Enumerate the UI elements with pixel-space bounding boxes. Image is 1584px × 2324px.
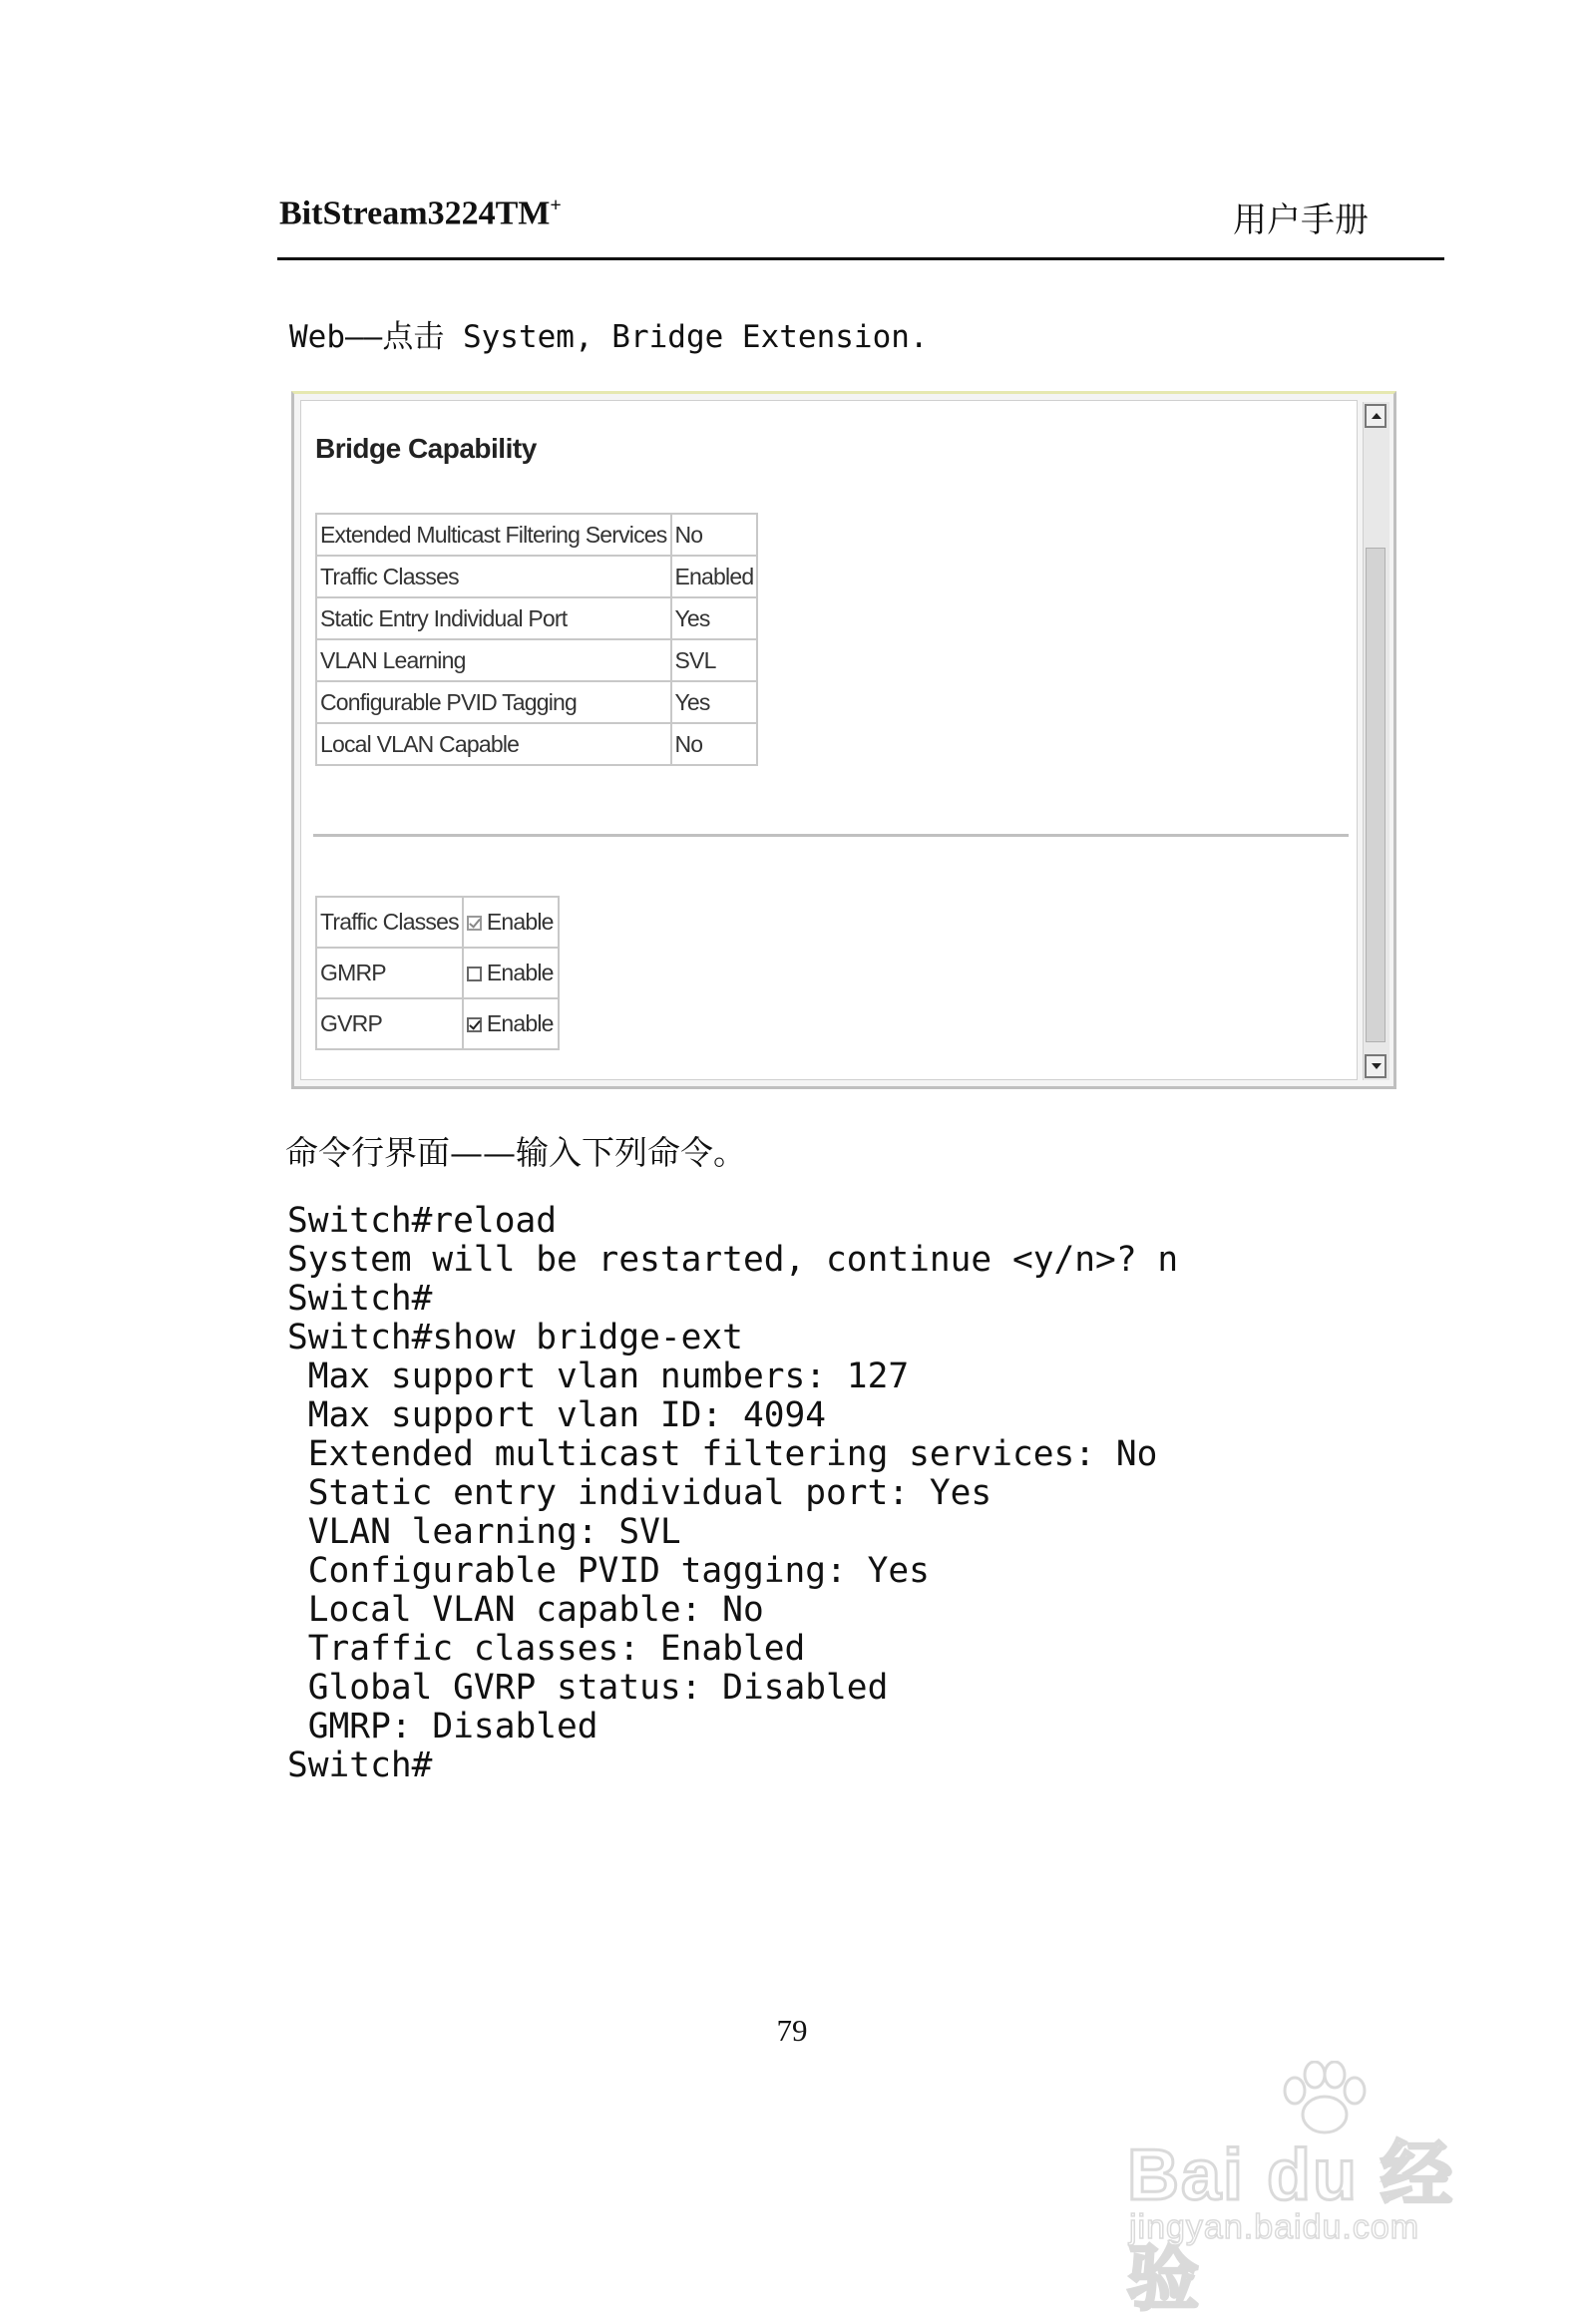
cli-line: Traffic classes: Enabled (287, 1629, 806, 1669)
bridge-capability-title: Bridge Capability (315, 433, 537, 464)
checkbox-icon[interactable] (467, 1017, 482, 1032)
capability-label: Extended Multicast Filtering Services (316, 514, 671, 556)
watermark-brand: Bai du 经验 (1127, 2135, 1455, 2319)
cli-line: Max support vlan ID: 4094 (287, 1395, 827, 1435)
checkbox-icon (467, 916, 482, 931)
cli-line: Switch# (287, 1745, 433, 1785)
cli-line: Configurable PVID tagging: Yes (287, 1551, 930, 1591)
table-row (316, 998, 559, 1049)
capability-value: Yes (671, 681, 758, 723)
web-ui-screenshot (291, 391, 1396, 1089)
capability-table (315, 513, 758, 766)
capability-label: VLAN Learning (316, 639, 671, 681)
checkbox-label: Enable (486, 909, 554, 935)
capability-value: SVL (671, 639, 758, 681)
watermark-url: jingyan.baidu.com (1129, 2208, 1420, 2246)
vertical-scrollbar[interactable] (1363, 402, 1389, 1080)
web-ui-content (300, 400, 1358, 1080)
gmrp-enable[interactable] (463, 948, 559, 998)
manual-title: 用户手册 (1233, 200, 1369, 240)
checkbox-label: Enable (486, 960, 554, 985)
traffic-classes-enable (463, 897, 559, 948)
capability-label: Local VLAN Capable (316, 723, 671, 765)
baidu-watermark (1127, 2055, 1506, 2319)
capability-label: Static Entry Individual Port (316, 597, 671, 639)
cli-line: Switch#reload (287, 1201, 558, 1241)
cli-output (287, 1202, 1178, 1785)
capability-label: Traffic Classes (316, 556, 671, 597)
table-row (316, 514, 757, 556)
scroll-thumb[interactable] (1366, 548, 1386, 1042)
table-row (316, 681, 757, 723)
cli-line: Local VLAN capable: No (287, 1590, 764, 1630)
option-label: GMRP (316, 948, 463, 998)
capability-value: No (671, 514, 758, 556)
cli-line: GMRP: Disabled (287, 1707, 598, 1746)
capability-value: No (671, 723, 758, 765)
option-label: GVRP (316, 998, 463, 1049)
table-row (316, 723, 757, 765)
scroll-down-icon[interactable] (1365, 1054, 1386, 1078)
product-name: BitStream3224TM+ (279, 194, 562, 232)
options-table (315, 896, 560, 1050)
cli-line: System will be restarted, continue <y/n>? n (287, 1240, 1179, 1280)
web-instruction: Web——点击 System, Bridge Extension. (289, 319, 929, 355)
table-row (316, 897, 559, 948)
capability-value: Enabled (671, 556, 758, 597)
cli-line: Global GVRP status: Disabled (287, 1668, 889, 1708)
checkbox-icon[interactable] (467, 967, 482, 981)
checkbox-label: Enable (486, 1010, 554, 1036)
option-label: Traffic Classes (316, 897, 463, 948)
capability-label: Configurable PVID Tagging (316, 681, 671, 723)
cli-line: VLAN learning: SVL (287, 1512, 681, 1552)
page-number: 79 (776, 2013, 808, 2048)
table-row (316, 948, 559, 998)
cli-line: Switch# (287, 1279, 433, 1319)
page-header (279, 185, 1444, 264)
table-row (316, 597, 757, 639)
cli-line: Static entry individual port: Yes (287, 1473, 992, 1513)
cli-line: Extended multicast filtering services: No (287, 1434, 1158, 1474)
table-row (316, 556, 757, 597)
table-row (316, 639, 757, 681)
gvrp-enable[interactable] (463, 998, 559, 1049)
section-divider (313, 834, 1349, 837)
cli-line: Max support vlan numbers: 127 (287, 1356, 910, 1396)
header-divider (277, 257, 1444, 260)
cli-heading: 命令行界面——输入下列命令。 (285, 1133, 746, 1172)
capability-value: Yes (671, 597, 758, 639)
scroll-up-icon[interactable] (1365, 404, 1386, 428)
cli-line: Switch#show bridge-ext (287, 1318, 743, 1357)
